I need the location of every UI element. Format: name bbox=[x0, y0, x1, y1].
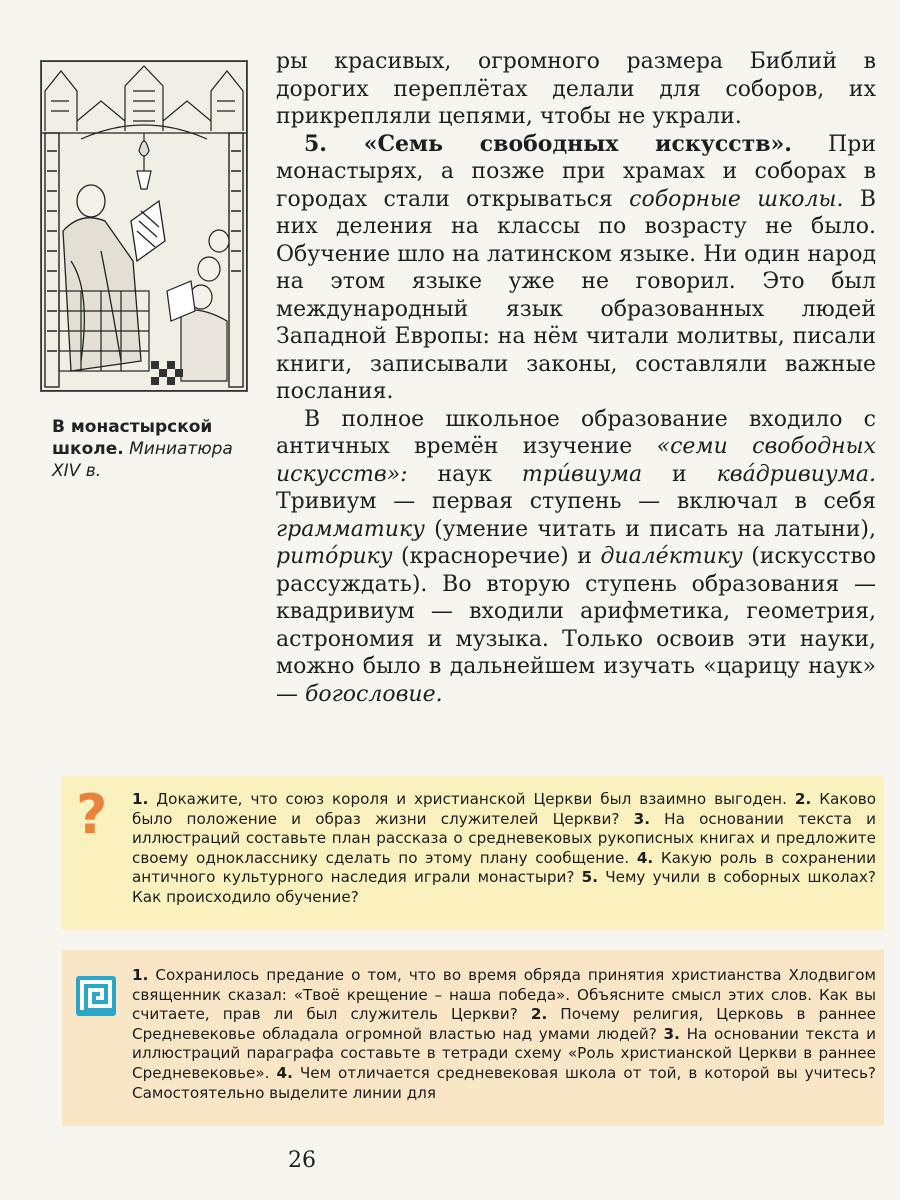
question-text: Каково было положение и образ жизни служителей Церкви? bbox=[132, 790, 876, 828]
task-text: Чем отличается средневековая школа от той, в которой вы учитесь? Самостоятельно выделите линии для bbox=[132, 1063, 876, 1102]
question-number: 3. bbox=[633, 809, 650, 828]
task-number: 3. bbox=[663, 1024, 680, 1043]
caption-note: Миниатюра XIV в. bbox=[52, 439, 233, 481]
main-text bbox=[276, 48, 876, 708]
term-italic: рито́рику bbox=[276, 544, 393, 569]
text-span: (искусство рассуждать). Во вторую ступень образования — квадривиум — входили арифметика, геометрия, астрономия и музыка. Только освоив эти науки, можно было в дальнейшем изучать «царицу наук» — bbox=[276, 544, 876, 707]
task-number: 2. bbox=[530, 1005, 548, 1024]
text-span: . В них деления на классы по возрасту не было. Обучение шло на латинском языке. Ни один народ на этом языке уже не говорил. Это был международный язык образованных людей Западной Европы: на нём читали молитвы, писали книги, записывали законы, составляли важные послания. bbox=[276, 186, 876, 404]
paragraph-education bbox=[276, 406, 876, 709]
text-span: При монастырях, а позже при храмах и соборах в городах стали открываться bbox=[276, 131, 876, 212]
paragraph-continuation: ры красивых, огромного размера Библий в дорогих переплётах делали для соборов, их прикрепляли цепями, чтобы не украли. bbox=[276, 49, 876, 129]
caption-title: В монастырской школе. bbox=[52, 417, 213, 459]
text-span: наук bbox=[407, 461, 522, 487]
monastery-school-picture bbox=[41, 61, 247, 391]
miniature-illustration bbox=[40, 60, 248, 392]
term-italic: соборные школы bbox=[629, 186, 837, 212]
question-number: 4. bbox=[636, 848, 654, 867]
question-mark-icon: ? bbox=[76, 783, 108, 846]
term-italic: диале́ктику bbox=[600, 544, 743, 569]
task-text: Сохранилось предание о том, что во время обряда принятия христианства Хлодвигом священник сказал: «Твоё крещение – наша победа». Объясните смысл этих слов. Как вы считаете, прав ли был служитель Церкви? bbox=[132, 966, 876, 1024]
text-span: и bbox=[642, 461, 717, 487]
question-number: 1. bbox=[132, 790, 149, 808]
questions-list bbox=[132, 790, 876, 908]
task-text: На основании текста и иллюстраций параграфа составьте в тетради схему «Роль христианской Церкви в раннее Средневековье». bbox=[132, 1024, 876, 1082]
term-italic: ква́дривиума. bbox=[716, 461, 876, 487]
tasks-list bbox=[132, 966, 876, 1103]
question-text: Чему учили в соборных школах? Как происходило обучение? bbox=[132, 868, 876, 906]
question-number: 5. bbox=[581, 868, 598, 887]
spiral-icon bbox=[76, 976, 116, 1016]
paragraph-seven-arts bbox=[276, 131, 876, 406]
task-text: Почему религия, Церковь в раннее Средневековье обладала огромной властью над умами людей? bbox=[132, 1005, 876, 1043]
text-span: Тривиум — первая ступень — включал в себя bbox=[276, 489, 876, 514]
illustration-caption bbox=[52, 416, 252, 482]
section-heading: 5. «Семь свободных искусств». bbox=[304, 130, 792, 157]
page-number: 26 bbox=[288, 1148, 316, 1173]
text-span: В полное школьное образование входило с античных времён изучение bbox=[276, 406, 876, 459]
term-italic: грамматику bbox=[276, 516, 425, 542]
text-span: (умение читать и писать на латыни), bbox=[424, 516, 876, 542]
tasks-box bbox=[62, 950, 884, 1126]
term-italic: «семи свободных искусств»: bbox=[276, 434, 876, 487]
questions-box bbox=[62, 776, 884, 930]
term-italic: богословие. bbox=[305, 681, 443, 707]
question-text: На основании текста и иллюстраций составьте план рассказа о средневековых рукописных книгах и предложите своему однокласснику сделать по этому плану сообщение. bbox=[132, 809, 876, 867]
question-number: 2. bbox=[794, 790, 812, 808]
term-italic: три́виума bbox=[521, 461, 643, 487]
text-span: (красноречие) и bbox=[392, 544, 601, 569]
question-text: Докажите, что союз короля и христианской Церкви был взаимно выгоден. bbox=[148, 790, 795, 808]
task-number: 1. bbox=[132, 966, 149, 984]
task-number: 4. bbox=[276, 1063, 293, 1082]
question-text: Какую роль в сохранении античного культурного наследия играли монастыри? bbox=[132, 848, 876, 887]
